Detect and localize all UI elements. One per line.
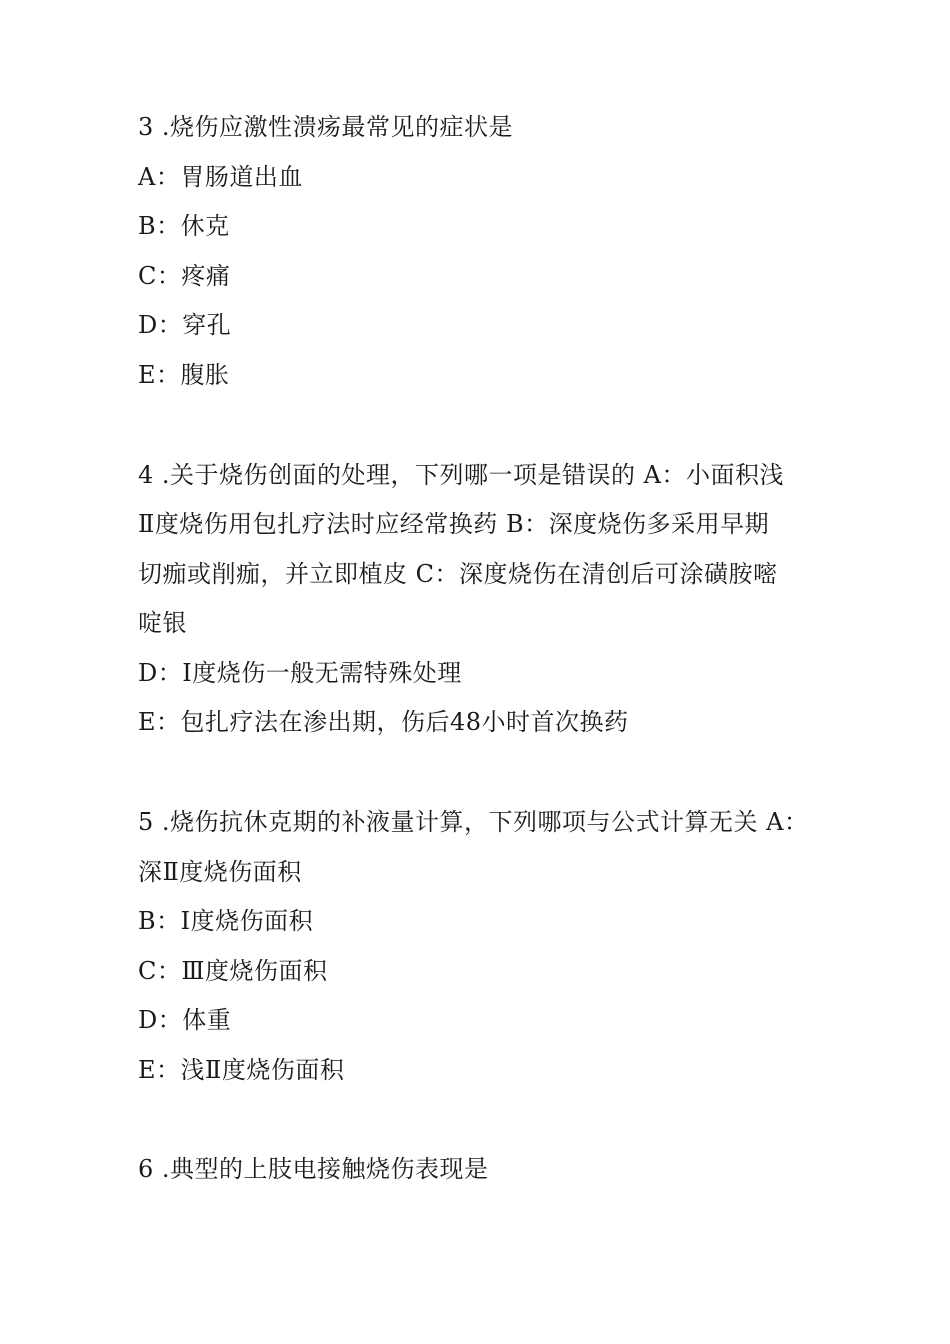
question-5-option-c: C：Ⅲ度烧伤面积 [138, 957, 328, 985]
question-3-option-e: E：腹胀 [138, 361, 230, 389]
question-5-option-e: E：浅Ⅱ度烧伤面积 [138, 1056, 345, 1084]
question-6-stem: 6 .典型的上肢电接触烧伤表现是 [138, 1155, 489, 1183]
question-4-option-e: E：包扎疗法在渗出期，伤后48小时首次换药 [138, 708, 629, 736]
question-4-stem-line-1: 4 .关于烧伤创面的处理，下列哪一项是错误的 A：小面积浅 [138, 461, 784, 489]
question-5-stem-line-1: 5 .烧伤抗休克期的补液量计算，下列哪项与公式计算无关 A： [138, 808, 809, 836]
question-3-option-d: D：穿孔 [138, 311, 232, 339]
question-4-option-d: D：I度烧伤一般无需特殊处理 [138, 659, 462, 687]
question-3-option-c: C：疼痛 [138, 262, 231, 290]
question-5-option-b: B：I度烧伤面积 [138, 907, 314, 935]
question-4-stem-line-4: 啶银 [138, 609, 187, 637]
question-3-stem: 3 .烧伤应激性溃疡最常见的症状是 [138, 113, 514, 141]
question-3-option-a: A：胃肠道出血 [138, 163, 303, 191]
question-4-stem-line-3: 切痂或削痂，并立即植皮 C：深度烧伤在清创后可涂磺胺嘧 [138, 560, 778, 588]
question-4-stem-line-2: Ⅱ度烧伤用包扎疗法时应经常换药 B：深度烧伤多采用早期 [138, 510, 770, 538]
question-3-option-b: B：休克 [138, 212, 230, 240]
question-5-stem-line-2: 深Ⅱ度烧伤面积 [138, 858, 302, 886]
question-5-option-d: D：体重 [138, 1006, 232, 1034]
